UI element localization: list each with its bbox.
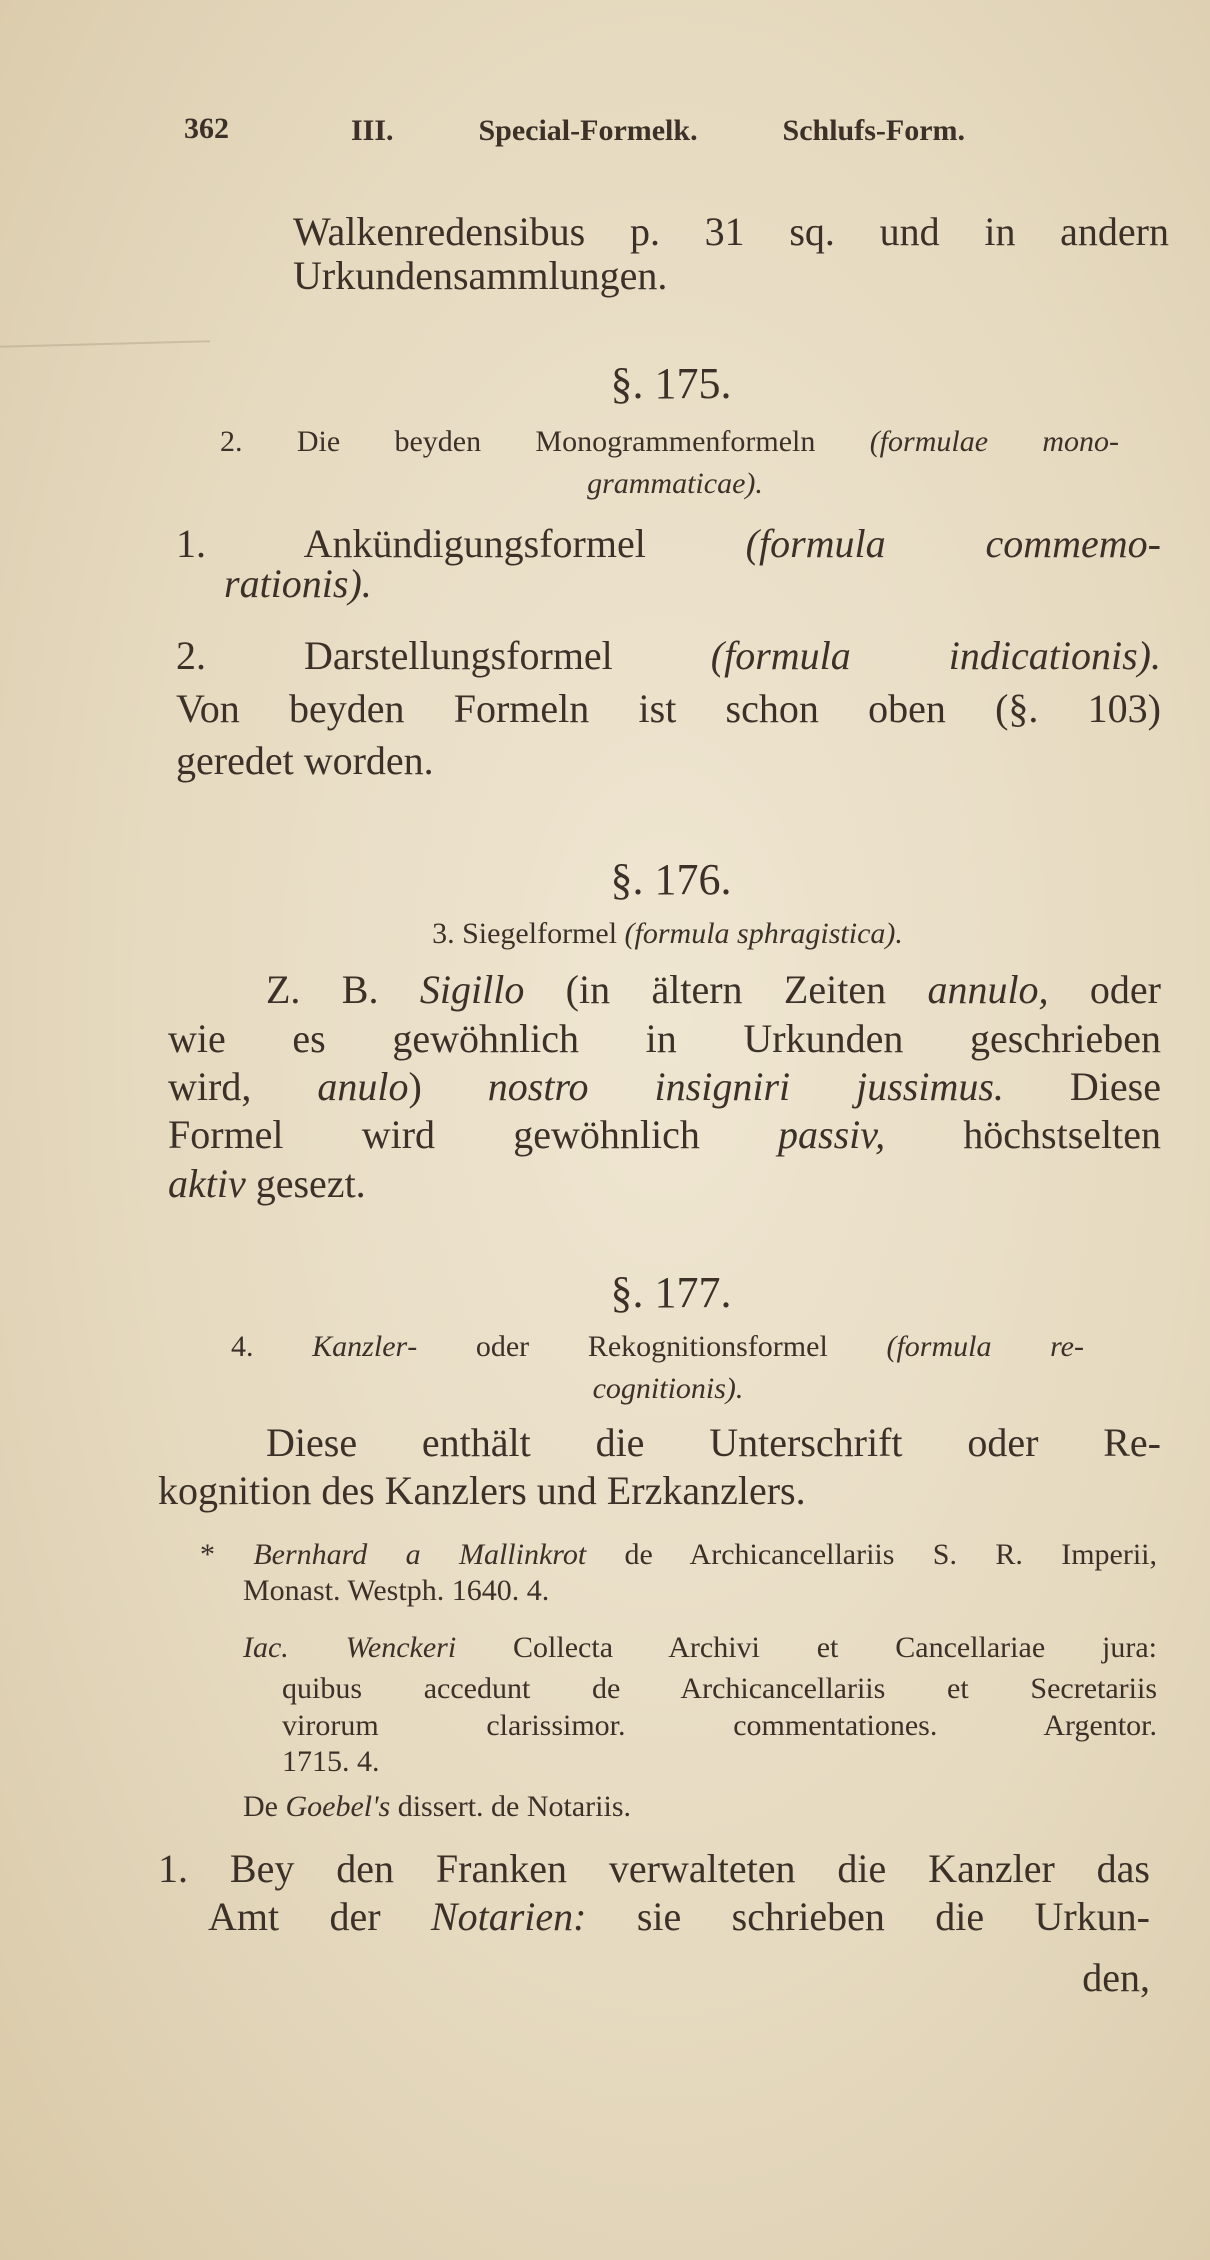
body-line <box>168 1112 1161 1157</box>
text-run: 1715. 4. <box>282 1745 380 1778</box>
text-run: Walkenredensibus p. 31 sq. und in andern <box>293 209 1169 254</box>
text-run: sie schrieben die Urkun- <box>586 1894 1151 1939</box>
italic-text: (formula commemo- <box>745 521 1161 566</box>
footnote-line <box>243 1792 631 1822</box>
body-line <box>266 1420 1161 1465</box>
italic-text: (formula re- <box>886 1330 1084 1363</box>
text-run: dissert. de Notariis. <box>390 1790 632 1823</box>
italic-text: cognitionis). <box>592 1372 744 1405</box>
section-heading <box>471 1268 871 1317</box>
text-run: quibus accedunt de Archicancellariis et Secretariis <box>282 1672 1157 1705</box>
italic-text: Notarien: <box>430 1894 587 1939</box>
footnote-line <box>243 1576 549 1606</box>
text-run: kognition des Kanzlers und Erzkanzlers. <box>158 1468 806 1513</box>
text-run: §. 177. <box>610 1268 732 1317</box>
list-item-line <box>224 561 372 606</box>
list-item-line <box>208 1894 1151 1939</box>
italic-text: (formula sphragistica). <box>624 917 903 950</box>
list-item-line <box>176 521 1161 566</box>
text-run: gesezt. <box>245 1161 366 1206</box>
footnote-line <box>200 1540 1157 1570</box>
italic-text: Kanzler <box>312 1330 408 1363</box>
text-run: Von beyden Formeln ist schon oben (§. 103) <box>176 686 1161 731</box>
text-run: 4. <box>231 1330 313 1363</box>
text-run: Diese enthält die Unterschrift oder Re- <box>266 1420 1161 1465</box>
list-item-line <box>158 1846 1150 1891</box>
footnote-line <box>243 1633 1157 1663</box>
text-run: höchstselten <box>885 1112 1161 1157</box>
text-run: Formel wird gewöhnlich <box>168 1112 779 1157</box>
body-line <box>168 1161 366 1206</box>
text-run: 2. Die beyden Monogrammenformeln <box>220 425 870 458</box>
italic-text: Bernhard a Mallinkrot <box>253 1538 587 1571</box>
catchword <box>950 1955 1150 2000</box>
italic-text: Goebel's <box>285 1790 391 1823</box>
page-number: 362 <box>184 112 229 145</box>
text-run: Amt der <box>208 1894 431 1939</box>
section-heading <box>471 855 871 904</box>
italic-text: (formulae mono- <box>869 425 1119 458</box>
scan-artifact-line <box>0 340 210 347</box>
body-line <box>168 1064 1162 1109</box>
text-run: Urkundensammlungen. <box>293 253 668 298</box>
body-line <box>158 1468 806 1513</box>
subheading-line <box>475 469 875 499</box>
body-line <box>168 1016 1161 1061</box>
text-run: - oder Rekognitionsformel <box>407 1330 887 1363</box>
body-line <box>176 686 1161 731</box>
text-run: 1. Ankündigungsformel <box>176 521 746 566</box>
italic-text: rationis). <box>224 561 372 606</box>
text-run: Z. B. <box>266 967 420 1012</box>
text-run: §. 175. <box>610 359 732 408</box>
body-line <box>293 209 1169 254</box>
text-run: * <box>200 1538 254 1571</box>
footnote-line <box>282 1711 1157 1741</box>
text-run: virorum clarissimor. commentationes. Argentor. <box>282 1709 1157 1742</box>
italic-text: nostro insigniri jussimus. <box>487 1064 1004 1109</box>
text-run: den, <box>1082 1955 1150 2000</box>
italic-text: (formula indicationis). <box>710 633 1161 678</box>
subheading-line <box>231 1332 1084 1362</box>
text-run: 1. Bey den Franken verwalteten die Kanzler das <box>158 1846 1150 1891</box>
text-run: ) <box>408 1064 488 1109</box>
text-run: Collecta Archivi et Cancellariae jura: <box>456 1631 1157 1664</box>
text-run: wird, <box>168 1064 318 1109</box>
running-head: III. Special-Formelk. Schlufs-Form. <box>351 114 965 147</box>
text-run: 3. Siegelformel <box>432 917 625 950</box>
body-line <box>176 738 434 783</box>
italic-text: Sigillo <box>419 967 525 1012</box>
italic-text: grammaticae). <box>587 467 763 500</box>
italic-text: anulo <box>317 1064 409 1109</box>
body-line <box>266 967 1162 1012</box>
text-run: de Archicancellariis S. R. Imperii, <box>586 1538 1158 1571</box>
subheading-line <box>340 919 995 949</box>
italic-text: Iac. Wenckeri <box>243 1631 457 1664</box>
text-run: oder <box>1048 967 1162 1012</box>
text-run: §. 176. <box>610 855 732 904</box>
text-run: (in ältern Zeiten <box>524 967 928 1012</box>
text-run: Monast. Westph. 1640. 4. <box>243 1574 550 1607</box>
italic-text: annulo, <box>927 967 1049 1012</box>
footnote-line <box>282 1747 380 1777</box>
text-run: geredet worden. <box>176 738 434 783</box>
subheading-line <box>468 1374 868 1404</box>
italic-text: passiv, <box>778 1112 886 1157</box>
italic-text: aktiv <box>168 1161 246 1206</box>
footnote-line <box>282 1674 1157 1704</box>
list-item-line <box>176 633 1161 678</box>
text-run: 2. Darstellungsformel <box>176 633 711 678</box>
text-run: Diese <box>1003 1064 1162 1109</box>
body-line <box>293 253 668 298</box>
text-run: De <box>243 1790 286 1823</box>
section-heading <box>471 359 871 408</box>
text-run: wie es gewöhnlich in Urkunden geschrieben <box>168 1016 1161 1061</box>
subheading-line <box>220 427 1119 457</box>
